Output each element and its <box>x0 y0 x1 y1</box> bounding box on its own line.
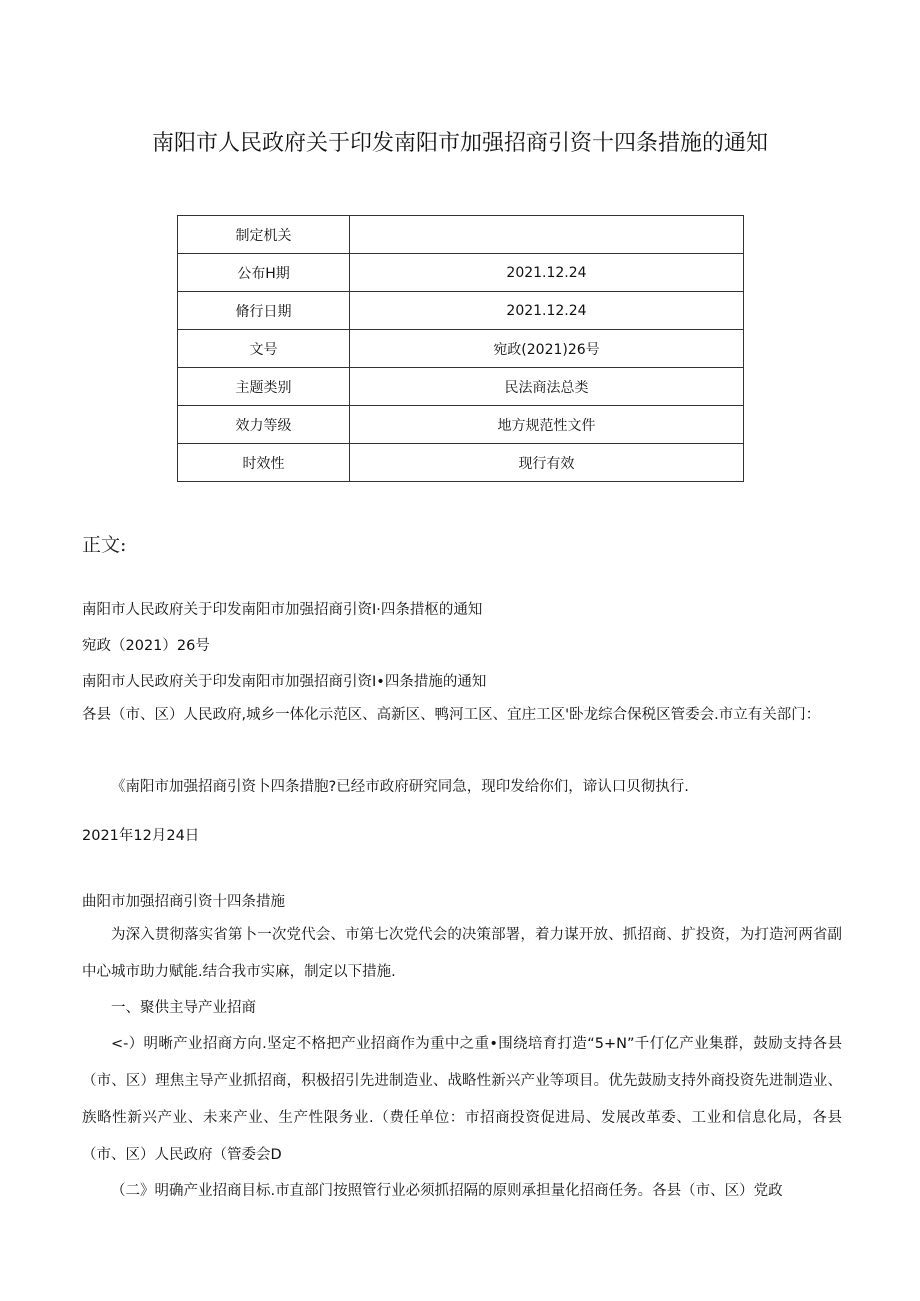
document-title: 南阳市人民政府关于印发南阳市加强招商引资十四条措施的通知 <box>151 131 768 156</box>
metadata-key: 效力等级 <box>178 406 350 444</box>
notice-heading-repeat: 南阳市人民政府关于印发南阳市加强招商引资I•四条措施的通知 <box>82 674 487 690</box>
metadata-row <box>178 444 744 482</box>
metadata-value: 现行有效 <box>350 444 744 482</box>
intro-paragraph: 为深入贯彻落实省第卜一次党代会、市第七次党代会的决策部署，着力谋开放、抓招商、扩投资，为打造河两省副中心城市助力赋能.结合我市实麻，制定以下措施. <box>82 927 842 980</box>
metadata-key: 公布H期 <box>178 254 350 292</box>
metadata-row <box>178 368 744 406</box>
metadata-key: 制定机关 <box>178 216 350 254</box>
metadata-row <box>178 406 744 444</box>
body-label: 正文: <box>82 534 127 556</box>
measures-title: 曲阳市加强招商引资十四条措施 <box>82 894 285 910</box>
metadata-value: 2021.12.24 <box>350 254 744 292</box>
measure-item-2: （二》明确产业招商目标.市直部门按照管行业必须抓招隔的原则承担量化招商任务。各县（市、区）党政 <box>111 1183 783 1199</box>
metadata-value: 宛政(2021)26号 <box>350 330 744 368</box>
metadata-row <box>178 292 744 330</box>
notice-paragraph: 《南阳市加强招商引资卜四条措胞?已经市政府研究同急，现印发给你们，谛认口贝彻执行. <box>111 779 689 795</box>
metadata-value: 地方规范性文件 <box>350 406 744 444</box>
metadata-key: 文号 <box>178 330 350 368</box>
metadata-row <box>178 330 744 368</box>
addressees-paragraph: 各县（市、区）人民政府,城乡一体化示范区、高新区、鸭河工区、宜庄工区'卧龙综合保税区管委会.市立有关部门： <box>82 707 821 723</box>
metadata-row <box>178 216 744 254</box>
issue-date: 2021年12月24日 <box>82 828 200 844</box>
metadata-key: 时效性 <box>178 444 350 482</box>
document-number: 宛政（2021）26号 <box>82 638 210 654</box>
measure-item-1: <-）明晰产业招商方向.坚定不格把产业招商作为重中之重•围绕培育打造“5+N”千仃亿产业集群，鼓励支持各县（市、区）理焦主导产业抓招商，积极招引先进制造业、战略性新兴产业等项目。优先鼓励支持外商投资先进制造业、族略性新兴产业、未来产业、生产性限务业.（费任单位：市招商投资促进局、发展改革委、工业和信息化局，各县（市、区）人民政府（管委会D <box>82 1036 842 1163</box>
metadata-key: 主题类别 <box>178 368 350 406</box>
metadata-value: 2021.12.24 <box>350 292 744 330</box>
metadata-value: 民法商法总类 <box>350 368 744 406</box>
section-heading: 一、聚供主导产业招商 <box>111 1000 256 1016</box>
metadata-key: 脩行日期 <box>178 292 350 330</box>
metadata-row <box>178 254 744 292</box>
notice-heading: 南阳市人民政府关于印发南阳市加强招商引资I·四条措枢的通知 <box>82 602 483 618</box>
metadata-table <box>177 215 744 482</box>
metadata-value <box>350 216 744 254</box>
